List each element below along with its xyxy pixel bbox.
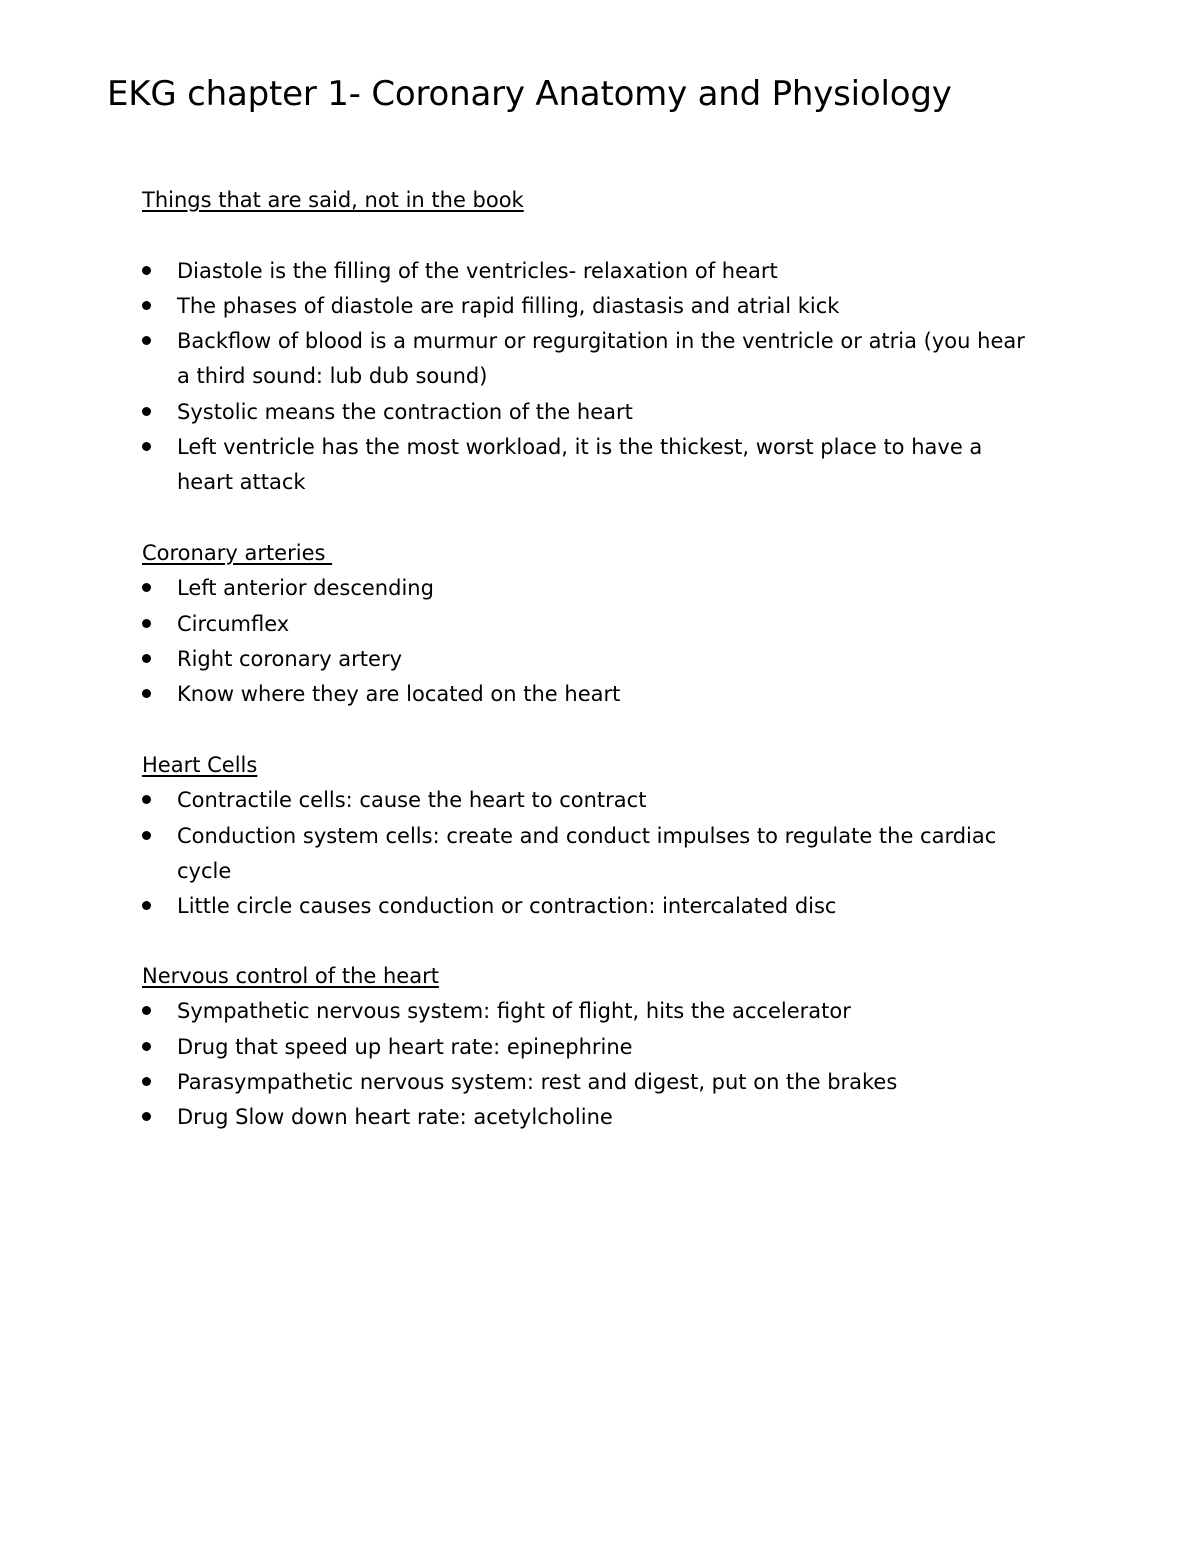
list-item-text: Systolic means the contraction of the heart [177,399,633,424]
list-item-text: Drug Slow down heart rate: acetylcholine [177,1105,613,1130]
section-coronary-arteries [142,536,1042,712]
bullet-icon [142,1042,151,1051]
list-item-text: Parasympathetic nervous system: rest and digest, put on the brakes [177,1069,898,1094]
bullet-icon [142,831,151,840]
list-item [142,1065,1037,1100]
bullet-list [142,783,1042,924]
list-item-text: Conduction system cells: create and conduct impulses to regulate the cardiac cycle [177,823,997,883]
bullet-icon [142,301,151,310]
list-item-text: Circumflex [177,611,290,636]
bullet-list [142,254,1042,501]
bullet-icon [142,619,151,628]
section-heading: Things that are said, not in the book [142,188,524,212]
bullet-icon [142,689,151,698]
list-item [142,642,1037,677]
bullet-icon [142,1006,151,1015]
bullet-icon [142,336,151,345]
bullet-icon [142,266,151,275]
list-item-text: Diastole is the filling of the ventricles- relaxation of heart [177,258,778,283]
bullet-list [142,571,1042,712]
section-heading: Heart Cells [142,753,258,777]
list-item [142,324,1037,395]
document-title: EKG chapter 1- Coronary Anatomy and Physiology [107,74,952,114]
list-item [142,1100,1037,1135]
list-item [142,1030,1037,1065]
list-item-text: Sympathetic nervous system: fight of flight, hits the accelerator [177,999,851,1024]
list-item [142,430,1037,501]
list-item-text: Left anterior descending [177,576,434,601]
bullet-icon [142,795,151,804]
section-heading: Coronary arteries [142,541,333,565]
list-item [142,289,1037,324]
list-item [142,571,1037,606]
list-item-text: Backflow of blood is a murmur or regurgitation in the ventricle or atria (you hear a third sound: lub dub sound) [177,329,1025,389]
list-item-text: Right coronary artery [177,646,403,671]
list-item [142,889,1037,924]
list-item [142,783,1037,818]
list-item [142,994,1037,1029]
list-item-text: Contractile cells: cause the heart to contract [177,788,647,813]
section-nervous-control [142,959,1042,1135]
bullet-icon [142,901,151,910]
list-item [142,395,1037,430]
list-item [142,607,1037,642]
list-item-text: The phases of diastole are rapid filling, diastasis and atrial kick [177,293,840,318]
bullet-icon [142,407,151,416]
bullet-icon [142,654,151,663]
list-item-text: Left ventricle has the most workload, it is the thickest, worst place to have a heart attack [177,435,983,495]
section-heart-cells [142,748,1042,924]
list-item [142,819,1037,890]
section-heading: Nervous control of the heart [142,964,439,988]
bullet-list [142,994,1042,1135]
section-things-said [142,183,1042,501]
list-item-text: Know where they are located on the heart [177,682,621,707]
list-item-text: Drug that speed up heart rate: epinephrine [177,1034,633,1059]
bullet-icon [142,442,151,451]
list-item-text: Little circle causes conduction or contraction: intercalated disc [177,894,837,919]
bullet-icon [142,1077,151,1086]
list-item [142,254,1037,289]
list-item [142,677,1037,712]
bullet-icon [142,1112,151,1121]
bullet-icon [142,583,151,592]
